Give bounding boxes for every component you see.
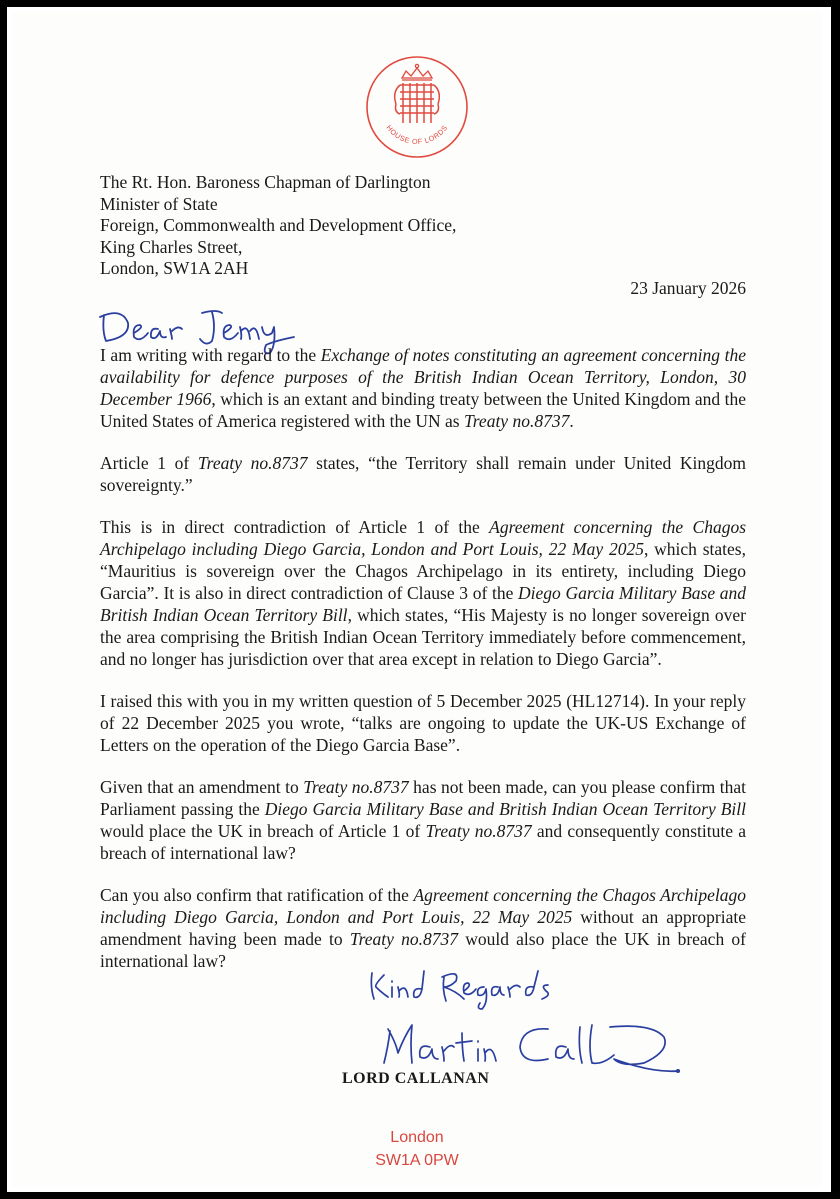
body-text-run: This is in direct contradiction of Article 1 of the bbox=[100, 517, 490, 537]
italic-title-text: Diego Garcia Military Base and British Indian Ocean Territory Bill bbox=[264, 799, 746, 819]
italic-title-text: Treaty no.8737 bbox=[349, 929, 458, 949]
body-text-run: , which is an extant and binding treaty between the United Kingdom and the United States of America registered with the UN as bbox=[100, 389, 746, 431]
italic-title-text: Agreement concerning the Chagos Archipelago including Diego Garcia, London and Port Louis, 22 May 2025 bbox=[100, 517, 746, 559]
italic-title-text: Exchange of notes constituting an agreement concerning the availability for defence purposes of the British Indian Ocean Territory, London, 30 December 1966 bbox=[100, 345, 746, 409]
body-text-run: Given that an amendment to bbox=[100, 777, 304, 797]
italic-title-text: Diego Garcia Military Base and British Indian Ocean Territory Bill bbox=[100, 583, 746, 625]
recipient-line: King Charles Street, bbox=[100, 236, 243, 257]
body-text-run: has not been made, can you please confirm that Parliament passing the bbox=[100, 777, 746, 819]
signatory-name: LORD CALLANAN bbox=[342, 1070, 490, 1087]
body-paragraph bbox=[100, 344, 746, 432]
body-text-run: I raised this with you in my written question of 5 December 2025 (HL12714). In your reply of 22 December 2025 you wrote, “talks are ongoing to update the UK-US Exchange of Letters on the operation of the Diego Garcia Base”. bbox=[100, 691, 746, 755]
letter-date: 23 January 2026 bbox=[630, 278, 746, 298]
footer-city: London bbox=[390, 1129, 444, 1146]
recipient-line: Minister of State bbox=[100, 193, 218, 214]
body-paragraph bbox=[100, 452, 746, 496]
letterhead-footer bbox=[12, 1126, 822, 1172]
body-text-run: I am writing with regard to the bbox=[100, 345, 321, 365]
svg-text:HOUSE OF LORDS bbox=[384, 123, 449, 146]
recipient-line: London, SW1A 2AH bbox=[100, 258, 249, 278]
body-paragraph bbox=[100, 516, 746, 670]
body-text-run: would place the UK in breach of Article 1 of bbox=[100, 821, 426, 841]
body-text-run: Article 1 of bbox=[100, 453, 198, 473]
body-text-run: , which states, “His Majesty is no longer sovereign over the area comprising the British Indian Ocean Territory immediately before commencement, and no longer has jurisdiction over that area except in relation to Diego Garcia”. bbox=[100, 605, 746, 669]
body-text-run: Can you also confirm that ratification of the bbox=[100, 885, 414, 905]
body-paragraph bbox=[100, 884, 746, 972]
body-text-run: states, “the Territory shall remain under United Kingdom sovereignty.” bbox=[100, 453, 746, 495]
body-text-run: would also place the UK in breach of international law? bbox=[100, 929, 746, 971]
portcullis-crest-icon bbox=[362, 52, 472, 162]
body-text-run: , which states, “Mauritius is sovereign over the Chagos Archipelago in its entirety, including Diego Garcia”. It is also in direct contradiction of Clause 3 of the bbox=[100, 539, 746, 603]
italic-title-text: Agreement concerning the Chagos Archipelago including Diego Garcia, London and Port Louis, 22 May 2025 bbox=[100, 885, 746, 927]
italic-title-text: Treaty no.8737 bbox=[425, 821, 532, 841]
footer-postcode: SW1A 0PW bbox=[375, 1152, 459, 1169]
body-paragraph bbox=[100, 690, 746, 756]
italic-title-text: Treaty no.8737 bbox=[464, 411, 570, 431]
letter-page bbox=[12, 12, 822, 1187]
italic-title-text: Treaty no.8737 bbox=[197, 453, 308, 473]
letter-body bbox=[100, 344, 746, 992]
recipient-line: Foreign, Commonwealth and Development Office, bbox=[100, 215, 457, 235]
body-paragraph bbox=[100, 776, 746, 864]
handwritten-closing-and-signature bbox=[352, 967, 682, 1082]
recipient-line: The Rt. Hon. Baroness Chapman of Darlington bbox=[100, 172, 431, 192]
recipient-address bbox=[100, 172, 456, 280]
crest-caption: HOUSE OF LORDS bbox=[384, 123, 450, 147]
body-text-run: and consequently constitute a breach of international law? bbox=[100, 821, 746, 863]
body-text-run: . bbox=[569, 411, 574, 431]
body-text-run: without an appropriate amendment having been made to bbox=[100, 907, 746, 949]
italic-title-text: Treaty no.8737 bbox=[303, 777, 409, 797]
